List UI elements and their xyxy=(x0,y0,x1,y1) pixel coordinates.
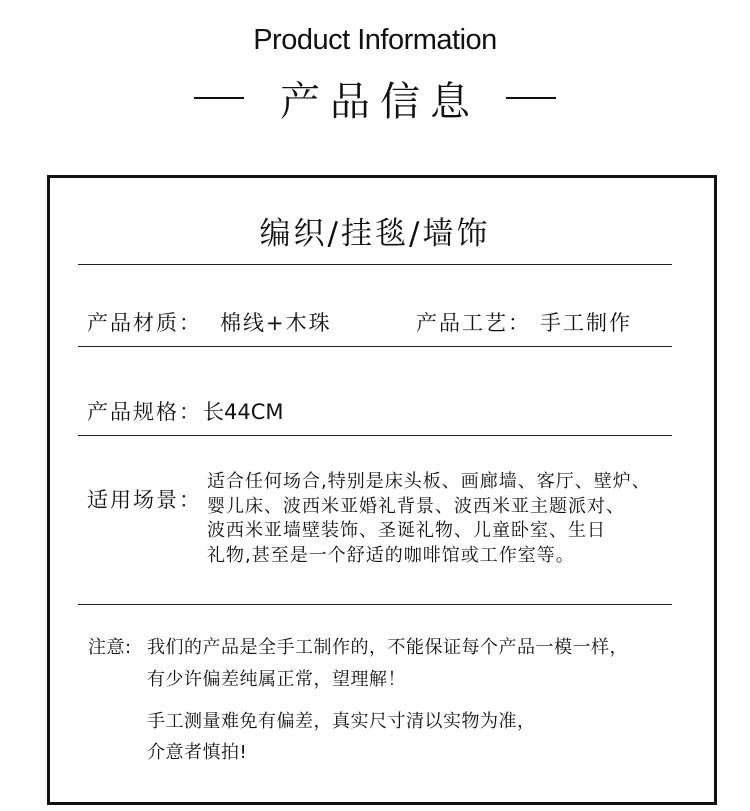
scene-line: 婴儿床、波西米亚婚礼背景、波西米亚主题派对、 xyxy=(207,495,625,517)
divider xyxy=(78,346,672,347)
material-value: 棉线+木珠 xyxy=(220,311,332,335)
size-label: 产品规格： xyxy=(87,400,202,424)
title-dash-right xyxy=(506,97,556,99)
divider xyxy=(78,264,672,265)
size-value: 长44CM xyxy=(203,400,284,424)
english-title: Product Information xyxy=(253,24,497,56)
divider xyxy=(78,604,672,605)
scene-label: 适用场景： xyxy=(87,488,202,512)
note-line: 我们的产品是全手工制作的，不能保证每个产品一模一样， xyxy=(147,637,628,658)
note-line: 介意者慎拍! xyxy=(147,742,248,763)
divider xyxy=(78,435,672,436)
scene-text xyxy=(207,470,651,568)
scene-line: 波西米亚墙壁装饰、圣诞礼物、儿童卧室、生日 xyxy=(207,520,606,541)
craft-label: 产品工艺： xyxy=(416,311,531,335)
chinese-title: 产品信息 xyxy=(280,78,480,125)
scene-line: 适合任何场合,特别是床头板、画廊墙、客厅、壁炉、 xyxy=(207,471,651,492)
material-label: 产品材质： xyxy=(87,311,202,335)
product-category-title: 编织/挂毯/墙饰 xyxy=(259,216,491,252)
note-line: 有少许偏差纯属正常，望理解！ xyxy=(147,669,406,690)
note-label: 注意: xyxy=(88,637,132,658)
craft-value: 手工制作 xyxy=(540,311,632,335)
scene-line: 礼物,甚至是一个舒适的咖啡馆或工作室等。 xyxy=(207,544,575,566)
title-dash-left xyxy=(194,97,244,99)
chinese-title-row xyxy=(0,70,750,126)
note-line: 手工测量难免有偏差，真实尺寸清以实物为准， xyxy=(147,711,536,732)
